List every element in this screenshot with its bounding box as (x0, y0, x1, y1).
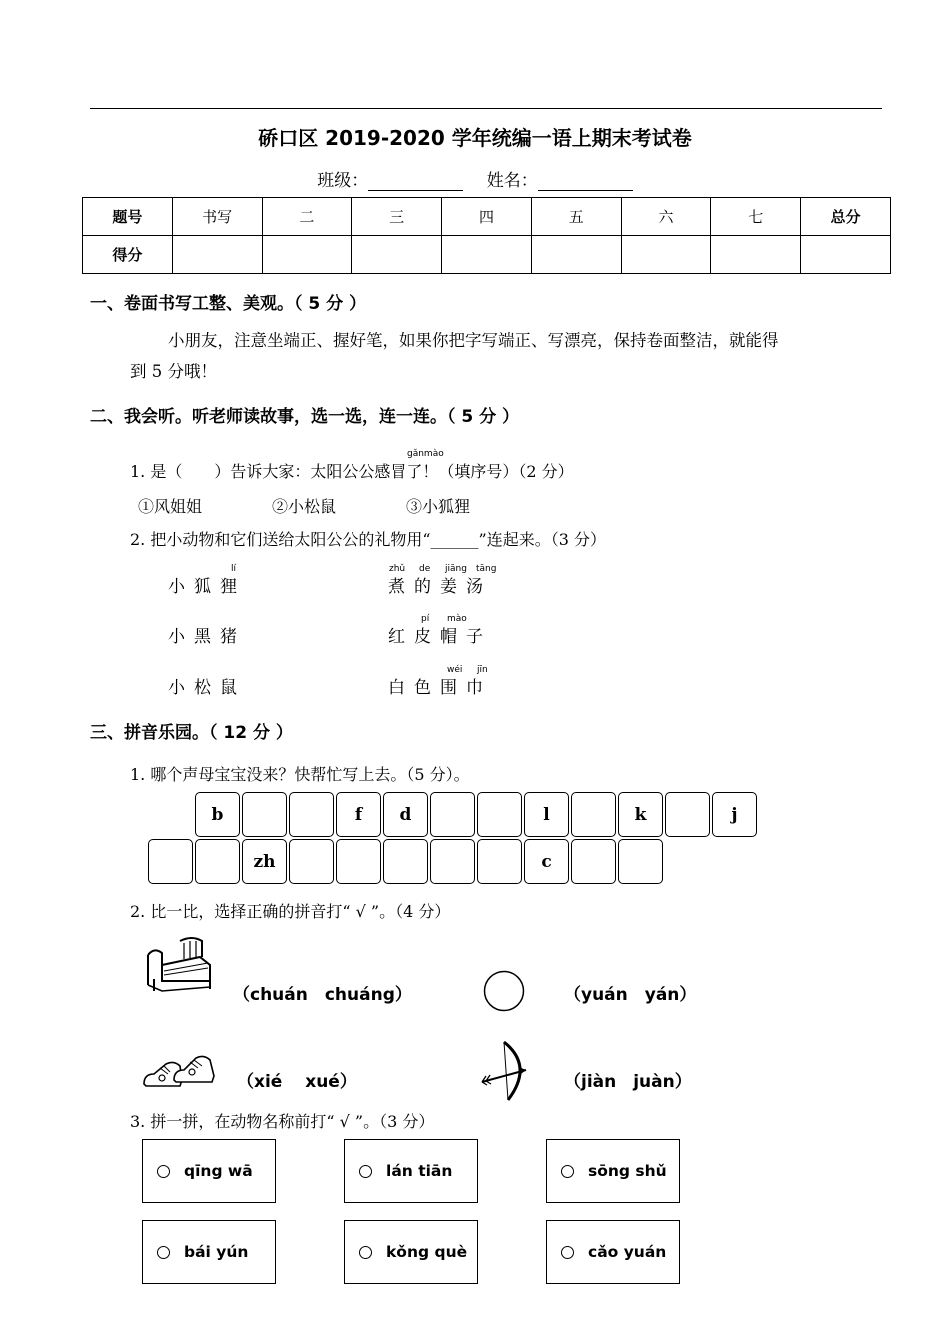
initial-cell: f (336, 792, 381, 837)
checkbox-circle-icon[interactable] (359, 1165, 372, 1178)
score-cell[interactable] (172, 236, 262, 274)
score-cell[interactable] (711, 236, 801, 274)
score-header-cell: 总分 (801, 198, 891, 236)
score-header-row (83, 198, 891, 236)
checkbox-circle-icon[interactable] (359, 1246, 372, 1259)
score-table (82, 197, 891, 274)
score-header-cell: 题号 (83, 198, 173, 236)
section-3-heading: 三、拼音乐园。（ 12 分 ） (90, 723, 293, 743)
question-3-2: 2. 比一比，选择正确的拼音打“ √ ”。（4 分） (130, 902, 451, 921)
score-cell[interactable] (262, 236, 352, 274)
pinyin-wei: wéi (447, 665, 463, 675)
initial-blank-cell[interactable] (383, 839, 428, 884)
initial-blank-cell[interactable] (289, 839, 334, 884)
option-1[interactable]: ①风姐姐 (138, 497, 203, 516)
pinyin-mao: mào (447, 614, 467, 624)
initial-blank-cell[interactable] (336, 839, 381, 884)
circle-icon (483, 970, 525, 1012)
initial-blank-cell[interactable] (289, 792, 334, 837)
initial-blank-cell[interactable] (477, 792, 522, 837)
initial-blank-cell[interactable] (242, 792, 287, 837)
header-rule (90, 108, 882, 109)
initial-cell: b (195, 792, 240, 837)
initial-blank-cell[interactable] (148, 839, 193, 884)
pinyin-de: de (419, 564, 431, 574)
class-blank[interactable] (368, 172, 463, 191)
initial-blank-cell[interactable] (571, 792, 616, 837)
score-header-cell: 五 (531, 198, 621, 236)
pinyin-pi: pí (421, 614, 430, 624)
initial-blank-cell[interactable] (571, 839, 616, 884)
question-2-2: 2. 把小动物和它们送给太阳公公的礼物用“______”连起来。（3 分） (130, 530, 606, 549)
initial-blank-cell[interactable] (665, 792, 710, 837)
animal-choice-label: sōng shǔ (588, 1162, 667, 1180)
bow-arrow-icon (478, 1040, 534, 1104)
gift-3[interactable]: 白色围巾 (388, 678, 492, 698)
student-info (0, 166, 950, 191)
animal-choice-box[interactable] (142, 1139, 276, 1203)
animal-2[interactable]: 小黑猪 (168, 627, 246, 647)
section-2-heading: 二、我会听。听老师读故事，选一选，连一连。（ 5 分 ） (90, 407, 520, 427)
pinyin-pair-bed[interactable]: （chuán chuáng） (233, 985, 412, 1005)
animal-choice-label: lán tiān (386, 1162, 453, 1180)
checkbox-circle-icon[interactable] (157, 1246, 170, 1259)
checkbox-circle-icon[interactable] (157, 1165, 170, 1178)
initial-blank-cell[interactable] (195, 839, 240, 884)
score-header-cell: 六 (621, 198, 711, 236)
pinyin-zhu: zhǔ (389, 564, 406, 574)
animal-choice-box[interactable] (546, 1220, 680, 1284)
pinyin-pair-shoes[interactable]: （xié xué） (237, 1072, 357, 1092)
section-1-text-line2: 到 5 分哦！ (130, 362, 217, 381)
score-row (83, 236, 891, 274)
score-header-cell: 四 (442, 198, 532, 236)
checkbox-circle-icon[interactable] (561, 1246, 574, 1259)
name-blank[interactable] (538, 172, 633, 191)
animal-choice-box[interactable] (344, 1139, 478, 1203)
initial-blank-cell[interactable] (430, 839, 475, 884)
animal-3[interactable]: 小松鼠 (168, 678, 246, 698)
section-1-heading: 一、卷面书写工整、美观。（ 5 分 ） (90, 294, 367, 314)
pinyin-li: lí (231, 564, 237, 574)
animal-choice-label: qīng wā (184, 1162, 253, 1180)
initial-cell: k (618, 792, 663, 837)
score-cell[interactable] (801, 236, 891, 274)
shoes-icon (140, 1050, 218, 1092)
score-row-label: 得分 (83, 236, 173, 274)
checkbox-circle-icon[interactable] (561, 1165, 574, 1178)
score-header-cell: 书写 (172, 198, 262, 236)
score-cell[interactable] (621, 236, 711, 274)
animal-choice-label: kǒng què (386, 1243, 468, 1261)
option-2[interactable]: ②小松鼠 (272, 497, 337, 516)
exam-title: 硚口区 2019-2020 学年统编一语上期末考试卷 (258, 126, 692, 150)
initial-blank-cell[interactable] (618, 839, 663, 884)
initial-cell: c (524, 839, 569, 884)
animal-choice-label: cǎo yuán (588, 1243, 667, 1261)
section-1-text-line1: 小朋友，注意坐端正、握好笔，如果你把字写端正、写漂亮，保持卷面整洁，就能得 (168, 331, 779, 350)
animal-choice-box[interactable] (344, 1220, 478, 1284)
score-header-cell: 三 (352, 198, 442, 236)
pinyin-pair-bow[interactable]: （jiàn juàn） (564, 1072, 692, 1092)
animal-choice-box[interactable] (546, 1139, 680, 1203)
initial-cell: l (524, 792, 569, 837)
pinyin-ganmao: gǎnmào (407, 449, 444, 459)
option-3[interactable]: ③小狐狸 (406, 497, 471, 516)
initial-blank-cell[interactable] (430, 792, 475, 837)
bed-icon (140, 935, 216, 993)
score-cell[interactable] (531, 236, 621, 274)
gift-2[interactable]: 红皮帽子 (388, 627, 492, 647)
animal-choice-box[interactable] (142, 1220, 276, 1284)
question-2-1: 1. 是（ ）告诉大家：太阳公公感冒了！（填序号）（2 分） (130, 462, 574, 481)
pinyin-pair-circle[interactable]: （yuán yán） (564, 985, 697, 1005)
initial-cell: d (383, 792, 428, 837)
pinyin-jin: jīn (477, 665, 488, 675)
score-header-cell: 二 (262, 198, 352, 236)
animal-1[interactable]: 小狐狸 (168, 577, 246, 597)
initial-blank-cell[interactable] (477, 839, 522, 884)
question-3-1: 1. 哪个声母宝宝没来？快帮忙写上去。（5 分）。 (130, 765, 470, 784)
question-3-3: 3. 拼一拼，在动物名称前打“ √ ”。（3 分） (130, 1112, 435, 1131)
pinyin-jiang: jiāng (445, 564, 467, 574)
initial-cell: j (712, 792, 757, 837)
name-label: 姓名： (486, 171, 538, 191)
score-cell[interactable] (352, 236, 442, 274)
gift-1[interactable]: 煮的姜汤 (388, 577, 492, 597)
score-header-cell: 七 (711, 198, 801, 236)
pinyin-tang: tāng (476, 564, 497, 574)
initial-cell: zh (242, 839, 287, 884)
class-label: 班级： (317, 171, 369, 191)
animal-choice-label: bái yún (184, 1243, 249, 1261)
score-cell[interactable] (442, 236, 532, 274)
